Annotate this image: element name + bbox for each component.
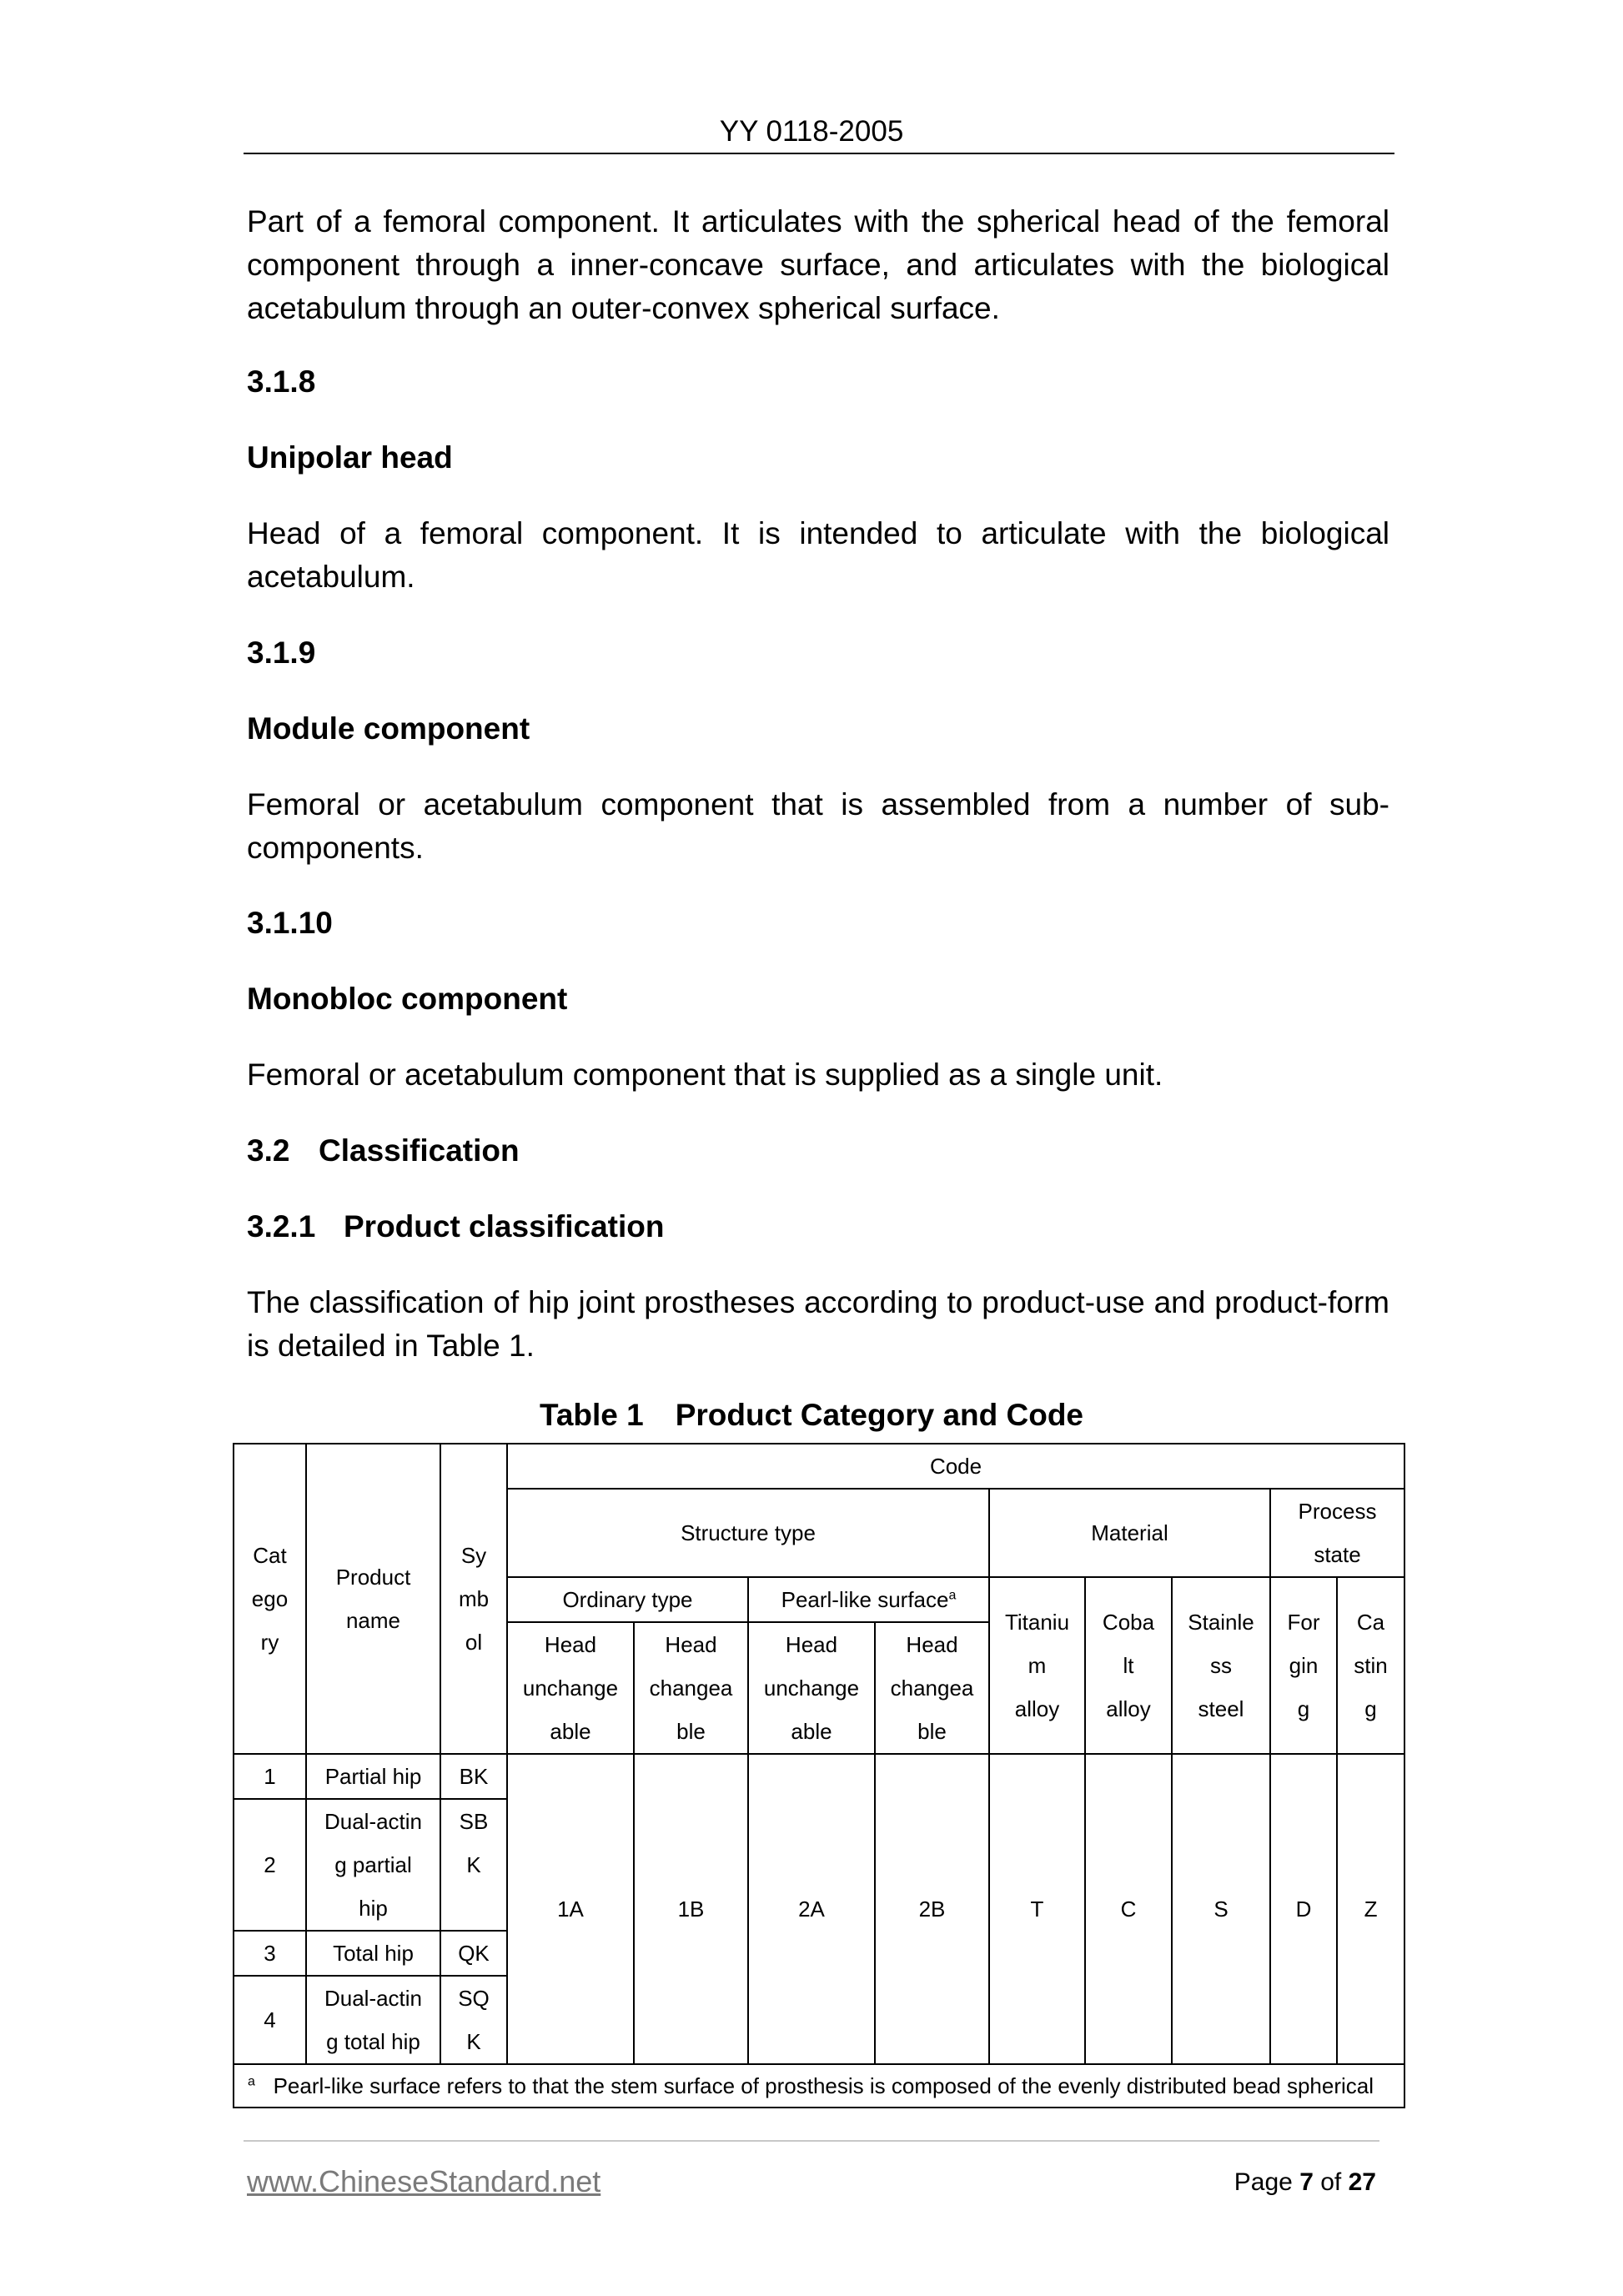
current-page: 7: [1299, 2168, 1314, 2196]
page-indicator: Page 7 of 27: [1234, 2168, 1376, 2196]
section-3-2-1-number: 3.2.1: [247, 1209, 316, 1243]
header-ordinary-type: Ordinary type: [507, 1577, 748, 1622]
section-3-1-10-text: Femoral or acetabulum component that is supplied as a single unit.: [247, 1058, 1163, 1092]
table-row: [234, 1754, 1404, 1799]
header-titanium-alloy: Titaniu m alloy: [989, 1577, 1085, 1754]
row-3-symbol: QK: [440, 1931, 507, 1976]
section-3-1-10-number: 3.1.10: [247, 906, 333, 940]
total-pages: 27: [1348, 2168, 1376, 2196]
code-pearl-changeable: 2B: [875, 1754, 989, 2064]
table-footnote: [234, 2064, 1404, 2108]
section-3-1-8-text: Head of a femoral component. It is intended to articulate with the biological acetabulum.: [247, 516, 1389, 594]
document-code-header: YY 0118-2005: [719, 115, 904, 148]
header-ordinary-head-changeable: Head changea ble: [634, 1622, 748, 1754]
header-stainless-steel: Stainle ss steel: [1172, 1577, 1270, 1754]
code-ordinary-changeable: 1B: [634, 1754, 748, 2064]
section-3-1-9-text: Femoral or acetabulum component that is assembled from a number of sub-components.: [247, 787, 1389, 865]
row-1-symbol: BK: [440, 1754, 507, 1799]
code-pearl-unchangeable: 2A: [748, 1754, 875, 2064]
code-cobalt: C: [1085, 1754, 1172, 2064]
row-3-category: 3: [234, 1931, 306, 1976]
header-pearl-like-surface: Pearl-like surface$^a$: [748, 1577, 989, 1622]
paragraph-femoral-part: Part of a femoral component. It articulates with the spherical head of the femoral component through a inner-concave surface, and articulates with the biological acetabulum through an outer-convex spherical surface.: [247, 204, 1389, 325]
section-3-1-8-number: 3.1.8: [247, 364, 316, 399]
code-stainless: S: [1172, 1754, 1270, 2064]
section-3-2-heading: [247, 1129, 1389, 1173]
header-pearl-head-changeable: Head changea ble: [875, 1622, 989, 1754]
header-structure-type: Structure type: [507, 1489, 989, 1577]
code-titanium: T: [989, 1754, 1085, 2064]
code-ordinary-unchangeable: 1A: [507, 1754, 634, 2064]
header-ordinary-head-unchangeable: Head unchange able: [507, 1622, 634, 1754]
section-3-1-10-title: Monobloc component: [247, 982, 568, 1016]
row-2-symbol-tail: [440, 1887, 507, 1931]
code-casting: Z: [1337, 1754, 1404, 2064]
footnote-text: Pearl-like surface refers to that the stem surface of prosthesis is composed of the evenly distributed bead spherical: [273, 2073, 1374, 2098]
code-forging: D: [1270, 1754, 1337, 2064]
section-3-2-1-text: The classification of hip joint prostheses according to product-use and product-form is detailed in Table 1.: [247, 1285, 1389, 1363]
row-4-category: 4: [234, 1976, 306, 2064]
section-3-1-8-title: Unipolar head: [247, 440, 453, 475]
section-3-1-9-title: Module component: [247, 711, 530, 746]
section-3-2-title: Classification: [319, 1133, 520, 1168]
table-title: [0, 1398, 1623, 1433]
row-1-product-name: Partial hip: [306, 1754, 440, 1799]
header-casting: Ca stin g: [1337, 1577, 1404, 1754]
header-forging: For gin g: [1270, 1577, 1337, 1754]
table-title-number: Table 1: [539, 1398, 644, 1432]
row-4-symbol: SQ K: [440, 1976, 507, 2064]
header-divider: [244, 153, 1394, 154]
row-2-symbol: SB K: [440, 1799, 507, 1887]
section-3-2-1-title: Product classification: [344, 1209, 665, 1243]
row-1-category: 1: [234, 1754, 306, 1799]
website-link[interactable]: www.ChineseStandard.net: [247, 2164, 601, 2198]
footnote-mark: a: [248, 2074, 255, 2089]
header-process-state: Process state: [1270, 1489, 1404, 1577]
header-cobalt-alloy: Coba lt alloy: [1085, 1577, 1172, 1754]
section-3-2-number: 3.2: [247, 1133, 290, 1168]
row-2-product-name: Dual-actin g partial hip: [306, 1799, 440, 1931]
row-3-product-name: Total hip: [306, 1931, 440, 1976]
header-material: Material: [989, 1489, 1270, 1577]
row-4-product-name: Dual-actin g total hip: [306, 1976, 440, 2064]
header-symbol: Sy mb ol: [440, 1444, 507, 1754]
header-pearl-head-unchangeable: Head unchange able: [748, 1622, 875, 1754]
section-3-1-9-number: 3.1.9: [247, 636, 316, 670]
section-3-2-1-heading: [247, 1205, 1389, 1248]
row-2-category: 2: [234, 1799, 306, 1931]
footer-divider: [244, 2140, 1379, 2142]
header-product-name: Product name: [306, 1444, 440, 1754]
header-category: Cat ego ry: [234, 1444, 306, 1754]
header-code: Code: [507, 1444, 1404, 1489]
table-title-text: Product Category and Code: [675, 1398, 1084, 1432]
product-category-table: [233, 1443, 1405, 2108]
